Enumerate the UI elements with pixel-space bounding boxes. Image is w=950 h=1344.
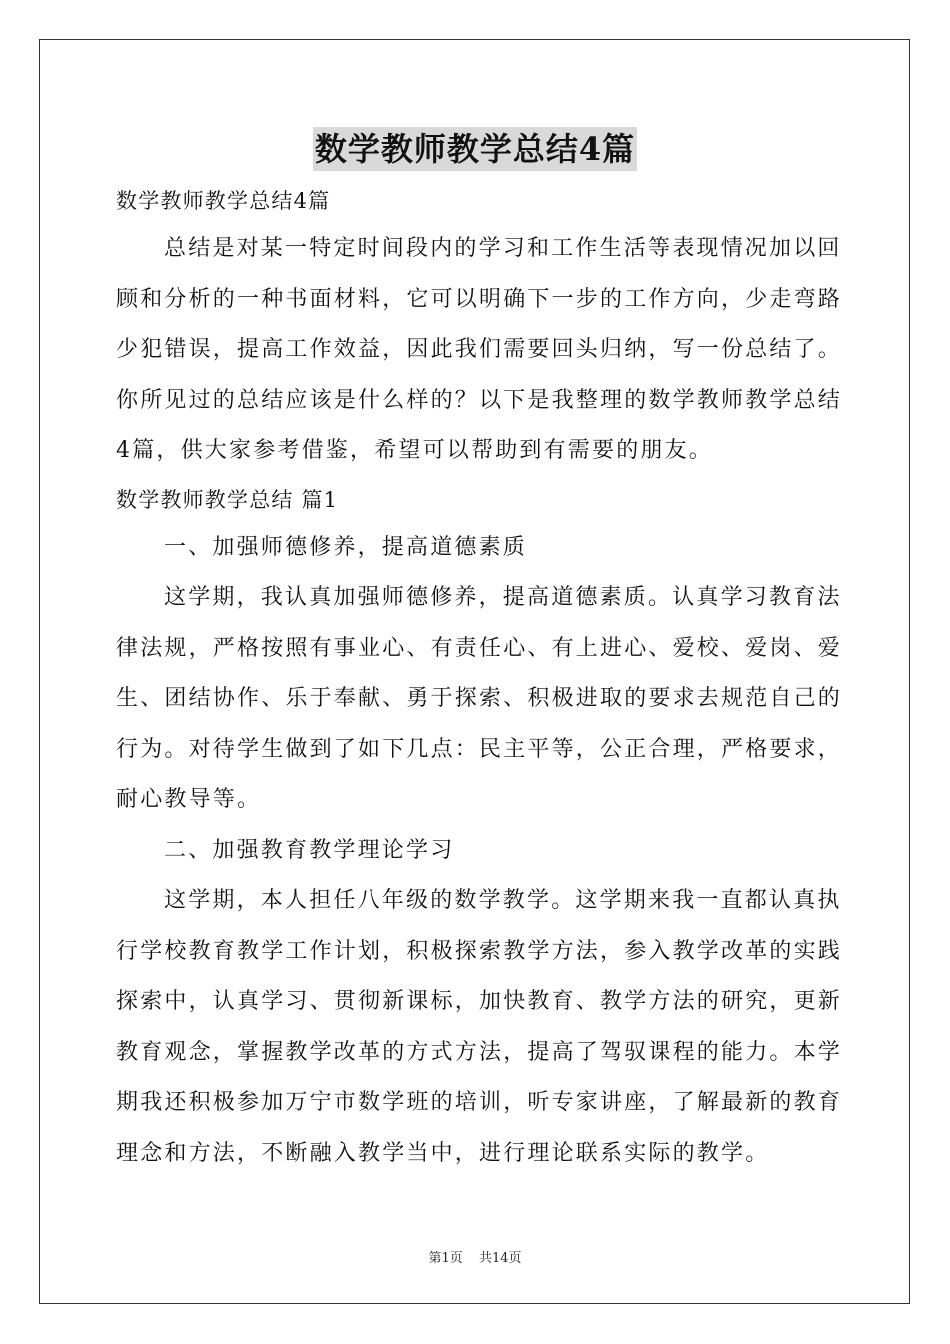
- page-footer: [0, 1247, 950, 1266]
- text-line: 理念和方法，不断融入教学当中，进行理论联系实际的教学。: [116, 1140, 770, 1166]
- text-line: 期我还积极参加万宁市数学班的培训，听专家讲座，了解最新的教育: [116, 1090, 843, 1115]
- text-line: 探索中，认真学习、贯彻新课标，加快教育、教学方法的研究，更新: [116, 989, 843, 1014]
- document-body: [116, 178, 843, 1179]
- text-line: 你所见过的总结应该是什么样的？以下是我整理的数学教师教学总结: [116, 387, 843, 413]
- text-line: 二、加强教育教学理论学习: [164, 837, 455, 863]
- text-line: 生、团结协作、乐于奉献、勇于探索、积极进取的要求去规范自己的: [116, 686, 843, 711]
- text-line: 行学校教育教学工作计划，积极探索教学方法，参入教学改革的实践: [116, 938, 843, 964]
- text-line: 行为。对待学生做到了如下几点：民主平等，公正合理，严格要求，: [116, 736, 843, 762]
- text-line: 少犯错误，提高工作效益，因此我们需要回头归纳，写一份总结了。: [116, 337, 843, 362]
- text-line: 耐心教导等。: [116, 787, 262, 812]
- title-wrap: [0, 127, 950, 171]
- page-total: 共14页: [478, 1251, 522, 1266]
- text-line: 这学期，我认真加强师德修养，提高道德素质。认真学习教育法: [164, 585, 842, 610]
- section-heading: 数学教师教学总结 篇1: [116, 487, 339, 512]
- text-line: 律法规，严格按照有事业心、有责任心、有上进心、爱校、爱岗、爱: [116, 635, 843, 661]
- text-line: 总结是对某一特定时间段内的学习和工作生活等表现情况加以回: [164, 236, 842, 261]
- page-number: 第1页: [428, 1251, 463, 1266]
- text-line: 这学期，本人担任八年级的数学教学。这学期来我一直都认真执: [164, 888, 842, 913]
- text-line: 顾和分析的一种书面材料，它可以明确下一步的工作方向，少走弯路: [116, 286, 843, 312]
- text-line: 教育观念，掌握教学改革的方式方法，提高了驾驭课程的能力。本学: [116, 1039, 843, 1065]
- document-title: 数学教师教学总结4篇: [313, 127, 637, 171]
- text-line: 4篇，供大家参考借鉴，希望可以帮助到有需要的朋友。: [116, 438, 713, 463]
- text-line: 一、加强师德修养，提高道德素质: [164, 534, 528, 560]
- section-heading: 数学教师教学总结4篇: [116, 189, 331, 213]
